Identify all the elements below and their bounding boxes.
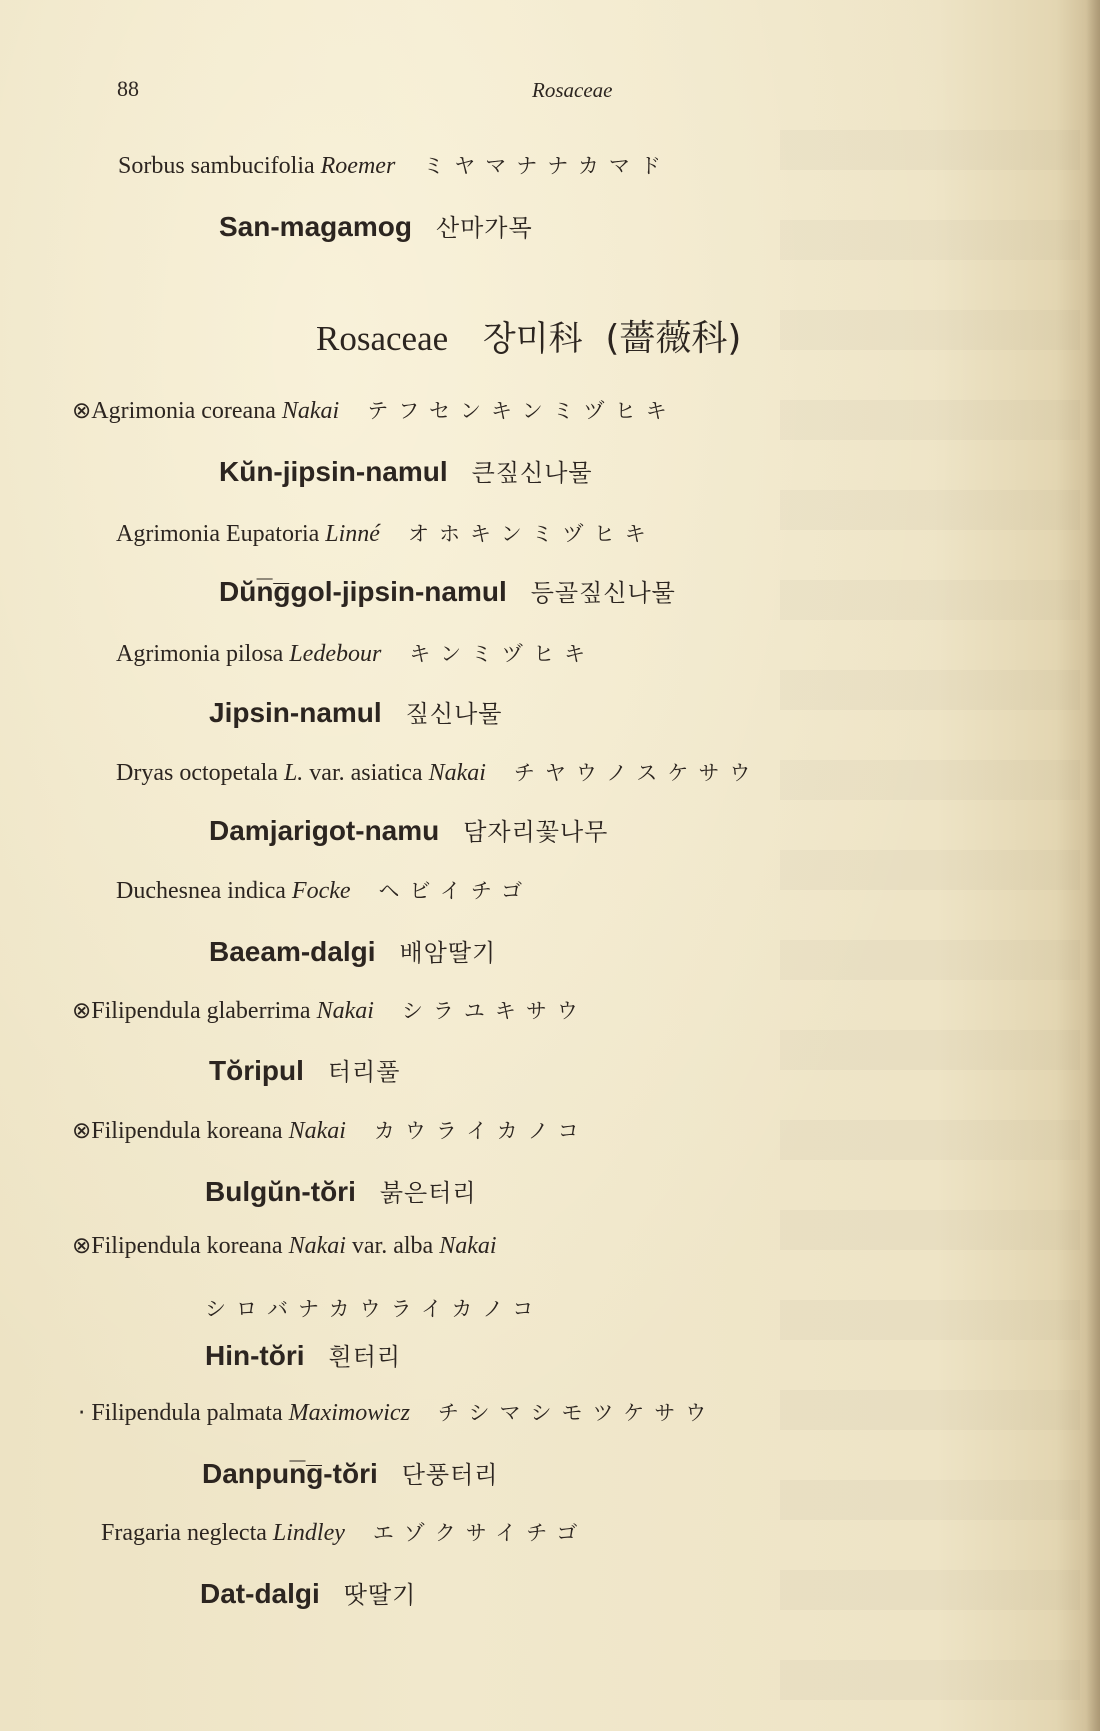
bullet-mark: · <box>78 1400 86 1426</box>
entry-scientific-name <box>72 1115 589 1145</box>
genus-species: Dryas octopetala <box>116 760 278 786</box>
page-number: 88 <box>117 76 139 101</box>
author: Focke <box>291 878 351 904</box>
entry-scientific-name <box>78 1397 716 1427</box>
hangul-name: 담자리꽃나무 <box>463 818 609 846</box>
hangul-name: 등골짚신나물 <box>530 579 676 607</box>
romanized-name: Jipsin-namul <box>209 697 382 728</box>
endemic-mark: ⊗ <box>72 998 92 1024</box>
hangul-name: 땃딸기 <box>343 1581 417 1609</box>
romanized-name: Damjarigot-namu <box>209 815 440 846</box>
hangul-name: 터리풀 <box>327 1058 401 1086</box>
page-header <box>0 76 1100 116</box>
entry-korean-name <box>209 812 608 847</box>
entry-scientific-name <box>116 638 595 668</box>
entry-scientific-name <box>118 150 671 180</box>
variety: var. alba <box>351 1233 434 1259</box>
japanese-name: チヤウノスケサウ <box>513 761 761 785</box>
japanese-name: エゾクサイチゴ <box>372 1521 588 1545</box>
author: Nakai <box>288 1118 346 1144</box>
hangul-name: 산마가목 <box>435 214 533 242</box>
entry-korean-name <box>200 1575 416 1610</box>
author: Nakai <box>281 398 340 424</box>
author: Nakai <box>288 1233 346 1259</box>
entry-korean-name <box>219 573 676 608</box>
genus-species: Agrimonia coreana <box>91 398 276 424</box>
hangul-name: 짚신나물 <box>405 700 503 728</box>
hangul-name: 흰터리 <box>328 1343 402 1371</box>
author: Roemer <box>320 153 396 179</box>
endemic-mark: ⊗ <box>72 1233 92 1259</box>
japanese-name: オホキンミヅヒキ <box>407 522 656 546</box>
author: Nakai <box>316 998 374 1024</box>
page-edge-shadow <box>1086 0 1100 1731</box>
running-head: Rosaceae <box>532 78 613 102</box>
japanese-name: キンミヅヒキ <box>409 642 596 666</box>
genus-species: Agrimonia Eupatoria <box>116 521 320 547</box>
entry-scientific-name <box>116 518 656 548</box>
romanized-name: San-magamog <box>219 211 412 242</box>
entry-korean-name <box>209 1052 400 1087</box>
hangul-name: 큰짚신나물 <box>471 459 593 487</box>
endemic-mark: ⊗ <box>72 1118 92 1144</box>
variety: var. asiatica <box>309 760 423 786</box>
hangul-name: 배암딸기 <box>399 939 497 967</box>
japanese-name: ヘビイチゴ <box>378 879 533 903</box>
entry-korean-name <box>205 1337 401 1372</box>
entry-scientific-name <box>72 395 677 425</box>
family-korean: 장미科 <box>482 319 583 359</box>
hangul-name: 붉은터리 <box>379 1179 477 1207</box>
japanese-name: チシマシモツケサウ <box>437 1401 717 1425</box>
romanized-name: Dat-dalgi <box>200 1578 320 1609</box>
romanized-name: Bulgŭn-tŏri <box>205 1176 356 1207</box>
family-latin: Rosaceae <box>316 319 449 358</box>
genus-species: Filipendula koreana <box>91 1118 283 1144</box>
entry-scientific-name <box>101 1517 587 1547</box>
romanized-name: Kŭn-jipsin-namul <box>219 456 448 487</box>
hangul-name: 단풍터리 <box>401 1461 499 1489</box>
entry-korean-name <box>219 208 533 243</box>
genus-species: Agrimonia pilosa <box>116 641 284 667</box>
genus-species: Duchesnea indica <box>116 878 286 904</box>
genus-species: Fragaria neglecta <box>101 1520 267 1546</box>
japanese-name: シラユキサウ <box>401 999 588 1023</box>
variety-author: Nakai <box>428 760 486 786</box>
japanese-name: シロバナカウライカノコ <box>205 1297 544 1321</box>
family-heading <box>316 310 741 361</box>
entry-scientific-name <box>116 757 760 787</box>
genus-species: Filipendula glaberrima <box>91 998 311 1024</box>
entry-scientific-name <box>116 875 532 905</box>
endemic-mark: ⊗ <box>72 398 92 424</box>
entry-korean-name <box>209 694 502 729</box>
entry-korean-name <box>202 1455 499 1490</box>
author: L. <box>283 760 304 786</box>
entry-japanese-line <box>205 1293 543 1323</box>
entry-scientific-name <box>72 1233 497 1260</box>
entry-scientific-name <box>72 995 588 1025</box>
author: Lindley <box>272 1520 345 1546</box>
japanese-name: ミヤマナナカマド <box>423 154 671 178</box>
author: Maximowicz <box>288 1400 410 1426</box>
entry-korean-name <box>205 1173 477 1208</box>
family-cjk: (薔薇科) <box>605 318 742 359</box>
genus-species: Sorbus sambucifolia <box>118 153 315 179</box>
genus-species: Filipendula koreana <box>91 1233 283 1259</box>
romanized-name: Dŭn̅g̅gol-jipsin-namul <box>219 576 507 607</box>
bleed-through-shadow <box>780 130 1080 1730</box>
author: Linné <box>325 521 380 547</box>
romanized-name: Hin-tŏri <box>205 1340 305 1371</box>
variety-author: Nakai <box>439 1233 497 1259</box>
japanese-name: カウライカノコ <box>373 1119 589 1143</box>
romanized-name: Baeam-dalgi <box>209 936 376 967</box>
author: Ledebour <box>289 641 382 667</box>
japanese-name: テフセンキンミヅヒキ <box>367 399 677 423</box>
genus-species: Filipendula palmata <box>91 1400 283 1426</box>
entry-korean-name <box>209 933 496 968</box>
romanized-name: Tŏripul <box>209 1055 304 1086</box>
entry-korean-name <box>219 453 593 488</box>
romanized-name: Danpun̅g̅-tŏri <box>202 1458 378 1489</box>
